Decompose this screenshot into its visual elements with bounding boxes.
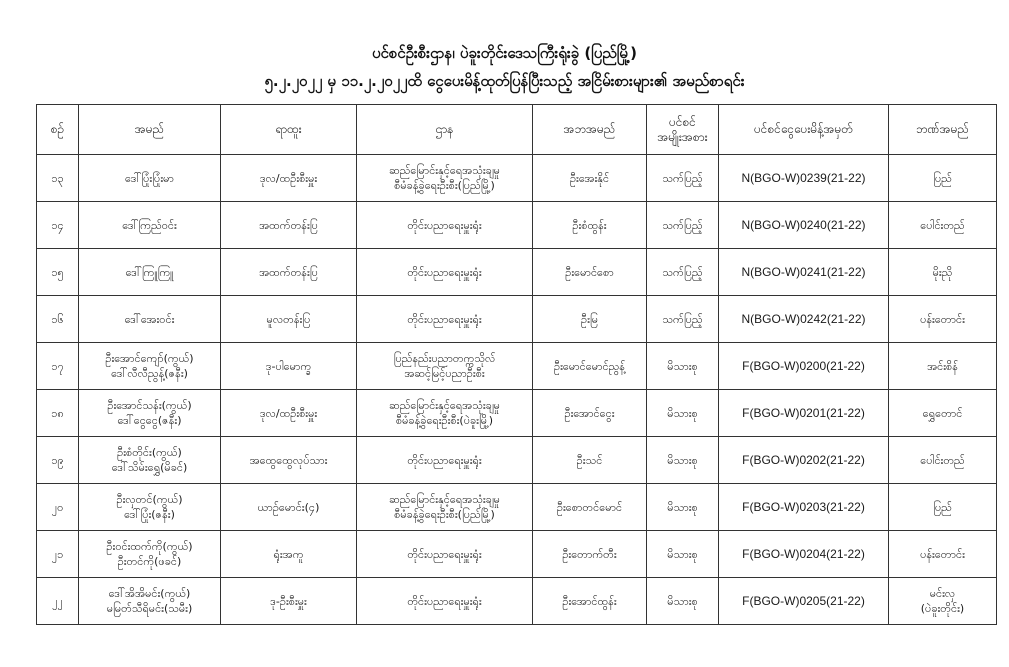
- bank-name: ပေါင်းတည်: [889, 437, 997, 484]
- pensioner-name: ဒေါ်အိအိမင်း(ကွယ်) မမြတ်သီရိမင်း(သမီး): [79, 578, 221, 625]
- rank: မူလတန်းပြ: [221, 296, 357, 343]
- col-header-name: အမည်: [79, 105, 221, 155]
- pensioner-name: ဦးအောင်ကျော်(ကွယ်) ဒေါ်လီလီညွန့်(ဇနီး): [79, 343, 221, 390]
- department: တိုင်းပညာရေးမှူးရုံး: [357, 296, 533, 343]
- pensioner-name: ဦးဝင်းထက်ကို(ကွယ်) ဦးတင်ကို(ဖခင်): [79, 531, 221, 578]
- department: ဆည်မြောင်းနှင့်ရေအသုံးချမှု စီမံခန့်ခွဲရေးဦးစီး(ပြည်မြို့): [357, 484, 533, 531]
- table-row: [37, 578, 997, 625]
- bank-name: ပန်းတောင်း: [889, 531, 997, 578]
- pension-order-number: N(BGO-W)0239(21-22): [719, 155, 889, 202]
- row-number: ၁၈: [37, 390, 79, 437]
- department: တိုင်းပညာရေးမှူးရုံး: [357, 531, 533, 578]
- pension-order-number: F(BGO-W)0202(21-22): [719, 437, 889, 484]
- department: တိုင်းပညာရေးမှူးရုံး: [357, 578, 533, 625]
- father-name: ဦးအောင်ထွန်း: [533, 578, 647, 625]
- row-number: ၁၃: [37, 155, 79, 202]
- bank-name: မိုးညို: [889, 249, 997, 296]
- bank-name: ပေါင်းတည်: [889, 202, 997, 249]
- col-header-pension-type: ပင်စင် အမျိုးအစား: [647, 105, 719, 155]
- pensioner-name: ဦးအောင်သန်း(ကွယ်) ဒေါ်ငွေငွေ(ဇနီး): [79, 390, 221, 437]
- table-row: [37, 437, 997, 484]
- department: ဆည်မြောင်းနှင့်ရေအသုံးချမှု စီမံခန့်ခွဲရေးဦးစီး(ပဲခူးမြို့): [357, 390, 533, 437]
- table-row: [37, 390, 997, 437]
- pension-order-number: F(BGO-W)0200(21-22): [719, 343, 889, 390]
- row-number: ၂၂: [37, 578, 79, 625]
- department: ဆည်မြောင်းနှင့်ရေအသုံးချမှု စီမံခန့်ခွဲရေးဦးစီး(ပြည်မြို့): [357, 155, 533, 202]
- pension-type: မိသားစု: [647, 343, 719, 390]
- pension-order-number: N(BGO-W)0242(21-22): [719, 296, 889, 343]
- document-title: ပင်စင်ဦးစီးဌာန၊ ပဲခူးတိုင်းဒေသကြီးရုံးခွဲ (ပြည်မြို့): [371, 44, 638, 62]
- bank-name: ပန်းတောင်း: [889, 296, 997, 343]
- rank: ဒု-ဦးစီးမှူး: [221, 578, 357, 625]
- bank-name: အင်းစိန်: [889, 343, 997, 390]
- pension-type: မိသားစု: [647, 484, 719, 531]
- pensioner-name: ဦးလှတင်(ကွယ်) ဒေါ်ပြုံး(ဇနီး): [79, 484, 221, 531]
- department: တိုင်းပညာရေးမှူးရုံး: [357, 437, 533, 484]
- pension-type: သက်ပြည့်: [647, 296, 719, 343]
- bank-name: ပြည်: [889, 155, 997, 202]
- pension-order-number: F(BGO-W)0203(21-22): [719, 484, 889, 531]
- pension-type: မိသားစု: [647, 578, 719, 625]
- bank-name: ပြည်: [889, 484, 997, 531]
- pension-type: သက်ပြည့်: [647, 202, 719, 249]
- rank: ယာဉ်မောင်း(၄): [221, 484, 357, 531]
- pension-order-number: F(BGO-W)0201(21-22): [719, 390, 889, 437]
- father-name: ဦးစံထွန်း: [533, 202, 647, 249]
- rank: အထက်တန်းပြ: [221, 202, 357, 249]
- table-row: [37, 202, 997, 249]
- col-header-father-name: အဘအမည်: [533, 105, 647, 155]
- col-header-pension-order: ပင်စင်ငွေပေးမိန့်အမှတ်: [719, 105, 889, 155]
- table-row: [37, 155, 997, 202]
- table-row: [37, 343, 997, 390]
- rank: အထွေထွေလုပ်သား: [221, 437, 357, 484]
- pension-type: မိသားစု: [647, 531, 719, 578]
- row-number: ၂၀: [37, 484, 79, 531]
- department: ပြည်နည်းပညာတက္ကသိုလ် အဆင့်မြင့်ပညာဦးစီး: [357, 343, 533, 390]
- rank: ဒုလ/ထဦးစီးမှူး: [221, 390, 357, 437]
- col-header-bank: ဘဏ်အမည်: [889, 105, 997, 155]
- table-row: [37, 531, 997, 578]
- pensioner-name: ဦးစံတိုင်း(ကွယ်) ဒေါ်သိမ်းရွှေ(မိခင်): [79, 437, 221, 484]
- pension-type: မိသားစု: [647, 390, 719, 437]
- pensioner-name: ဒေါ်ပြုံးပြုံးမာ: [79, 155, 221, 202]
- col-header-department: ဌာန: [357, 105, 533, 155]
- table-row: [37, 296, 997, 343]
- table-row: [37, 484, 997, 531]
- table-row: [37, 249, 997, 296]
- pensioner-table: [36, 104, 997, 625]
- pension-order-number: N(BGO-W)0241(21-22): [719, 249, 889, 296]
- father-name: ဦးမောင်စော: [533, 249, 647, 296]
- father-name: ဦးမြ: [533, 296, 647, 343]
- department: တိုင်းပညာရေးမှူးရုံး: [357, 249, 533, 296]
- rank: အထက်တန်းပြ: [221, 249, 357, 296]
- bank-name: ရွှေတောင်: [889, 390, 997, 437]
- row-number: ၁၉: [37, 437, 79, 484]
- col-header-no: စဉ်: [37, 105, 79, 155]
- father-name: ဦးစောတင်မောင်: [533, 484, 647, 531]
- pensioner-name: ဒေါ်ကြူကြူ: [79, 249, 221, 296]
- pension-order-number: N(BGO-W)0240(21-22): [719, 202, 889, 249]
- father-name: ဦးအောင်ငွေး: [533, 390, 647, 437]
- pension-type: သက်ပြည့်: [647, 155, 719, 202]
- pension-order-number: F(BGO-W)0205(21-22): [719, 578, 889, 625]
- row-number: ၁၇: [37, 343, 79, 390]
- row-number: ၁၅: [37, 249, 79, 296]
- pension-order-number: F(BGO-W)0204(21-22): [719, 531, 889, 578]
- row-number: ၁၆: [37, 296, 79, 343]
- rank: ဒုလ/ထဦးစီးမှူး: [221, 155, 357, 202]
- row-number: ၁၄: [37, 202, 79, 249]
- father-name: ဦးတောက်တီး: [533, 531, 647, 578]
- rank: ဒု-ပါမောက္ခ: [221, 343, 357, 390]
- table-header-row: [37, 105, 997, 155]
- father-name: ဦးသင်: [533, 437, 647, 484]
- pension-type: မိသားစု: [647, 437, 719, 484]
- col-header-rank: ရာထူး: [221, 105, 357, 155]
- department: တိုင်းပညာရေးမှူးရုံး: [357, 202, 533, 249]
- pension-type: သက်ပြည့်: [647, 249, 719, 296]
- rank: ရုံးအကူ: [221, 531, 357, 578]
- father-name: ဦးအေးနိုင်: [533, 155, 647, 202]
- father-name: ဦးမောင်မောင်ညွန့်: [533, 343, 647, 390]
- bank-name: မင်းလှ (ပဲခူးတိုင်း): [889, 578, 997, 625]
- pensioner-name: ဒေါ်အေးဝင်း: [79, 296, 221, 343]
- pensioner-name: ဒေါ်ကြည်ဝင်း: [79, 202, 221, 249]
- document-subtitle: ၅.၂.၂၀၂၂ မှ ၁၁.၂.၂၀၂၂ထိ ငွေပေးမိန့်ထုတ်ပြန်ပြီးသည့် အငြိမ်းစားများ၏ အမည်စာရင်း: [264, 72, 745, 90]
- row-number: ၂၁: [37, 531, 79, 578]
